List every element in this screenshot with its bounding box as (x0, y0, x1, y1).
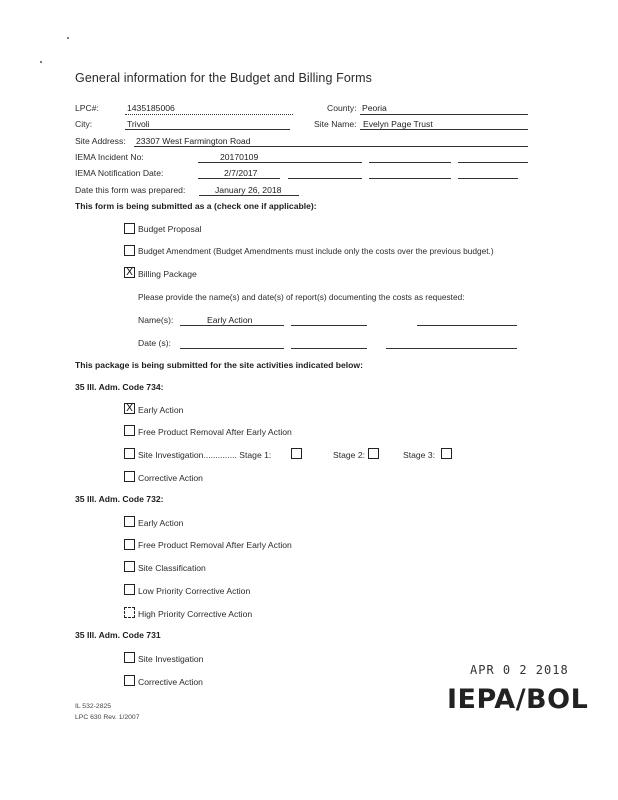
732-low-priority-checkbox[interactable] (124, 584, 135, 595)
732-high-priority-checkbox[interactable] (124, 607, 135, 618)
prepared-label: Date this form was prepared: (75, 185, 186, 195)
734-free-product-label: Free Product Removal After Early Action (138, 427, 292, 437)
stage-2-checkbox[interactable] (368, 448, 379, 459)
site-name-label: Site Name: (314, 119, 357, 129)
lpc-label: LPC#: (75, 103, 99, 113)
732-free-product-checkbox[interactable] (124, 539, 135, 550)
scan-speck (67, 37, 69, 39)
site-address-label: Site Address: (75, 136, 126, 146)
city-underline (125, 129, 290, 130)
734-corrective-action-checkbox[interactable] (124, 471, 135, 482)
names-underline-3 (417, 325, 517, 326)
activities-heading: This package is being submitted for the site activities indicated below: (75, 360, 363, 370)
stage-1-checkbox[interactable] (291, 448, 302, 459)
734-corrective-action-label: Corrective Action (138, 473, 203, 483)
county-value: Peoria (362, 103, 387, 113)
734-site-investigation-label: Site Investigation.............. Stage 1: (138, 450, 272, 460)
city-value: Trivoli (127, 119, 150, 129)
lpc-underline (125, 114, 293, 115)
county-underline (360, 114, 528, 115)
731-site-investigation-label: Site Investigation (138, 654, 204, 664)
names-underline (180, 325, 284, 326)
names-label: Name(s): (138, 315, 174, 325)
732-early-action-label: Early Action (138, 518, 184, 528)
footer-form-id: IL 532-2825 (75, 703, 112, 710)
734-early-action-label: Early Action (138, 405, 184, 415)
prepared-underline (199, 195, 299, 196)
notification-underline-4 (458, 178, 518, 179)
incident-label: IEMA Incident No: (75, 152, 144, 162)
budget-amendment-checkbox[interactable] (124, 245, 135, 256)
incident-underline-3 (458, 162, 528, 163)
budget-proposal-label: Budget Proposal (138, 224, 202, 234)
submission-heading: This form is being submitted as a (check one if applicable): (75, 201, 317, 211)
names-value: Early Action (207, 315, 253, 325)
billing-package-label: Billing Package (138, 269, 197, 279)
prepared-value: January 26, 2018 (215, 185, 282, 195)
site-name-value: Evelyn Page Trust (363, 119, 433, 129)
footer-lpc-rev: LPC 630 Rev. 1/2007 (75, 714, 140, 721)
732-site-classification-label: Site Classification (138, 563, 206, 573)
732-early-action-checkbox[interactable] (124, 516, 135, 527)
county-label: County: (327, 103, 357, 113)
731-corrective-action-checkbox[interactable] (124, 675, 135, 686)
stage-3-label: Stage 3: (403, 450, 436, 460)
city-label: City: (75, 119, 93, 129)
dates-underline (180, 348, 284, 349)
report-prompt: Please provide the name(s) and date(s) of report(s) documenting the costs as requested: (138, 292, 465, 302)
734-site-investigation-checkbox[interactable] (124, 448, 135, 459)
incident-underline-2 (369, 162, 451, 163)
732-free-product-label: Free Product Removal After Early Action (138, 540, 292, 550)
732-high-priority-label: High Priority Corrective Action (138, 609, 253, 619)
billing-package-checkbox[interactable]: X (124, 267, 135, 278)
budget-amendment-label: Budget Amendment (Budget Amendments must include only the costs over the previous budget.) (138, 246, 494, 256)
site-address-underline (134, 146, 528, 147)
dates-underline-3 (386, 348, 517, 349)
732-low-priority-label: Low Priority Corrective Action (138, 586, 251, 596)
notification-underline-3 (369, 178, 451, 179)
code-732-heading: 35 Ill. Adm. Code 732: (75, 494, 164, 504)
notification-underline-2 (288, 178, 362, 179)
734-early-action-checkbox[interactable]: X (124, 403, 135, 414)
731-corrective-action-label: Corrective Action (138, 677, 203, 687)
incident-value: 20170109 (220, 152, 259, 162)
budget-proposal-checkbox[interactable] (124, 223, 135, 234)
code-734-heading: 35 Ill. Adm. Code 734: (75, 382, 164, 392)
734-free-product-checkbox[interactable] (124, 425, 135, 436)
scan-speck (40, 61, 42, 63)
lpc-value: 1435185006 (127, 103, 175, 113)
notification-label: IEMA Notification Date: (75, 168, 164, 178)
incident-underline (198, 162, 362, 163)
site-name-underline (360, 129, 528, 130)
names-underline-2 (291, 325, 367, 326)
page-title: General information for the Budget and Billing Forms (75, 71, 373, 85)
received-stamp-date: APR 0 2 2018 (470, 663, 569, 677)
dates-underline-2 (291, 348, 367, 349)
stage-3-checkbox[interactable] (441, 448, 452, 459)
731-site-investigation-checkbox[interactable] (124, 652, 135, 663)
received-stamp-org: IEPA/BOL (447, 684, 589, 715)
stage-2-label: Stage 2: (333, 450, 366, 460)
dates-label: Date (s): (138, 338, 171, 348)
notification-underline (198, 178, 280, 179)
code-731-heading: 35 Ill. Adm. Code 731 (75, 630, 161, 640)
notification-value: 2/7/2017 (224, 168, 258, 178)
732-site-classification-checkbox[interactable] (124, 561, 135, 572)
site-address-value: 23307 West Farmington Road (136, 136, 251, 146)
